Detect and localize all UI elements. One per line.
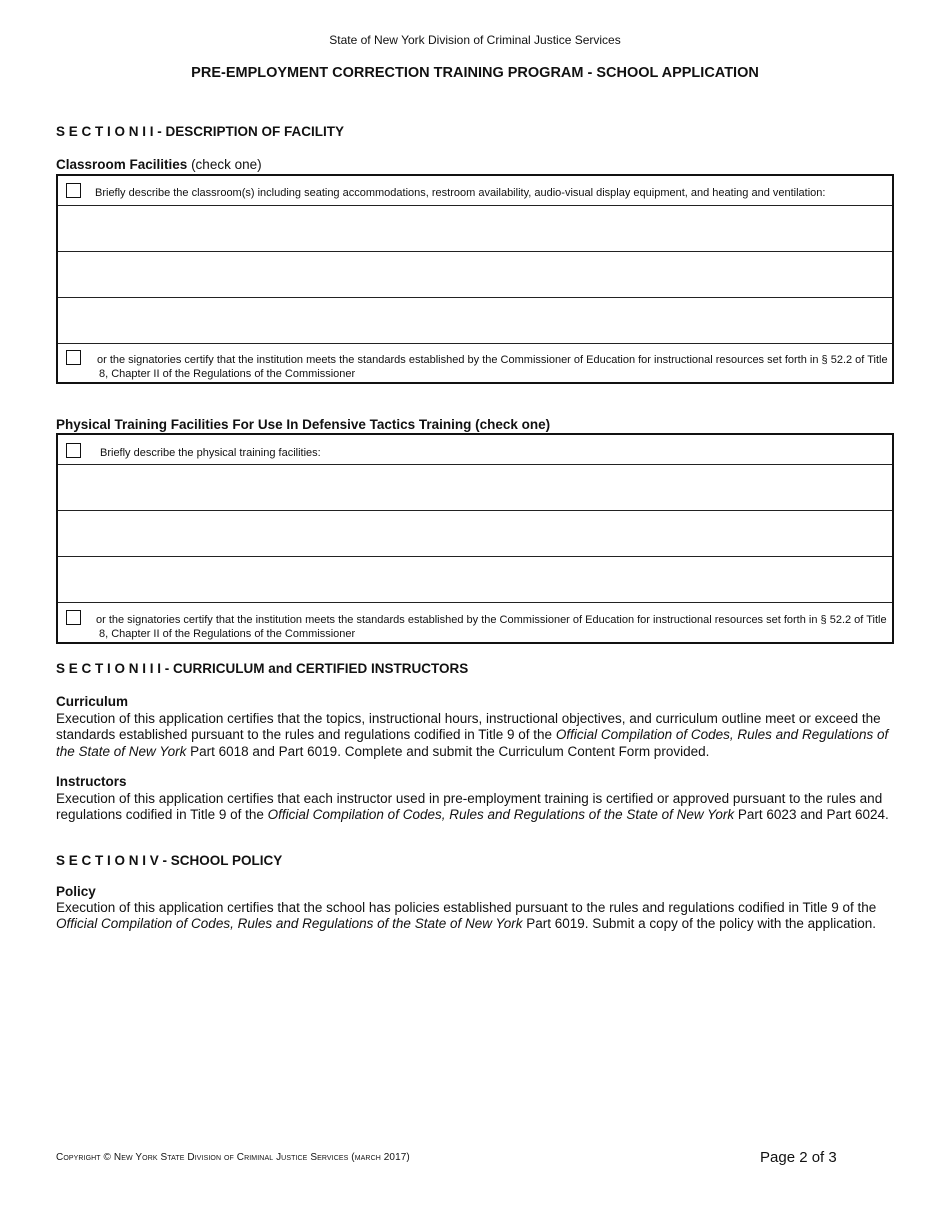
classroom-certify-text-1: or the signatories certify that the institution meets the standards established by the Commissioner of Education for instructional resources set forth in § 52.2 of Title	[97, 354, 888, 366]
policy-text-b: Part 6019. Submit a copy of the policy with the application.	[522, 916, 876, 932]
instructors-heading: Instructors	[56, 774, 127, 789]
physical-training-box	[56, 433, 894, 644]
policy-text-italic: Official Compilation of Codes, Rules and Regulations of the State of New York	[56, 916, 523, 932]
physical-description-line-1[interactable]	[58, 465, 892, 511]
curriculum-heading: Curriculum	[56, 694, 129, 709]
classroom-description-line-1[interactable]	[58, 206, 892, 252]
curriculum-text-b: Part 6018 and Part 6019. Complete and submit the Curriculum Content Form provided.	[186, 743, 710, 759]
classroom-description-line-2[interactable]	[58, 252, 892, 298]
classroom-description-line-3[interactable]	[58, 298, 892, 344]
classroom-certify-text-2: 8, Chapter II of the Regulations of the Commissioner	[99, 368, 356, 380]
instructors-text-b: Part 6023 and Part 6024.	[734, 807, 889, 823]
physical-option-describe-row	[58, 435, 892, 465]
classroom-option-certify-row	[58, 344, 892, 384]
physical-certify-text-2: 8, Chapter II of the Regulations of the Commissioner	[99, 628, 356, 640]
physical-certify-checkbox[interactable]	[66, 610, 81, 625]
physical-option-certify-row	[58, 603, 892, 644]
copyright-notice: Copyright © New York State Division of Criminal Justice Services (march 2017)	[56, 1152, 410, 1163]
policy-heading: Policy	[56, 884, 96, 899]
instructors-text-a: Execution of this application certifies that each instructor used in pre-employment training is certified or approved pursuant to the rules and regulations codified in Title 9 of the	[56, 791, 883, 823]
form-title: PRE-EMPLOYMENT CORRECTION TRAINING PROGRAM - SCHOOL APPLICATION	[191, 65, 759, 81]
classroom-describe-checkbox[interactable]	[66, 183, 81, 198]
curriculum-text-a: Execution of this application certifies that the topics, instructional hours, instructional objectives, and curriculum outline meet or exceed the standards established pursuant to the rules and regulations codified in Title 9 of the	[56, 711, 881, 743]
classroom-describe-text: Briefly describe the classroom(s) including seating accommodations, restroom availability, audio-visual display equipment, and heating and ventilation:	[95, 187, 826, 199]
agency-name: State of New York Division of Criminal Justice Services	[329, 33, 621, 47]
classroom-label-bold: Classroom Facilities	[56, 157, 188, 172]
physical-description-line-2[interactable]	[58, 511, 892, 557]
physical-training-label: Physical Training Facilities For Use In Defensive Tactics Training (check one)	[56, 417, 551, 432]
section-3-heading: S E C T I O N I I I - CURRICULUM and CERTIFIED INSTRUCTORS	[56, 661, 469, 676]
curriculum-paragraph	[56, 711, 896, 760]
classroom-option-describe-row	[58, 176, 892, 206]
classroom-certify-checkbox[interactable]	[66, 350, 81, 365]
instructors-paragraph	[56, 791, 896, 824]
physical-description-line-3[interactable]	[58, 557, 892, 603]
section-4-heading: S E C T I O N I V - SCHOOL POLICY	[56, 853, 283, 868]
page-number: Page 2 of 3	[760, 1149, 837, 1166]
physical-describe-text: Briefly describe the physical training facilities:	[100, 447, 321, 459]
curriculum-text-italic: Official Compilation of Codes, Rules and Regulations of the State of New York	[56, 727, 889, 759]
policy-text-a: Execution of this application certifies that the school has policies established pursuant to the rules and regulations codified in Title 9 of the	[56, 900, 877, 915]
classroom-label-rest: (check one)	[187, 157, 262, 172]
physical-certify-text-1: or the signatories certify that the institution meets the standards established by the Commissioner of Education for instructional resources set forth in § 52.2 of Title	[96, 614, 887, 626]
instructors-text-italic: Official Compilation of Codes, Rules and Regulations of the State of New York	[267, 807, 735, 823]
policy-paragraph	[56, 900, 896, 933]
section-2-heading: S E C T I O N I I - DESCRIPTION OF FACILITY	[56, 124, 345, 139]
classroom-facilities-box	[56, 174, 894, 384]
physical-describe-checkbox[interactable]	[66, 443, 81, 458]
classroom-facilities-label	[56, 157, 262, 172]
